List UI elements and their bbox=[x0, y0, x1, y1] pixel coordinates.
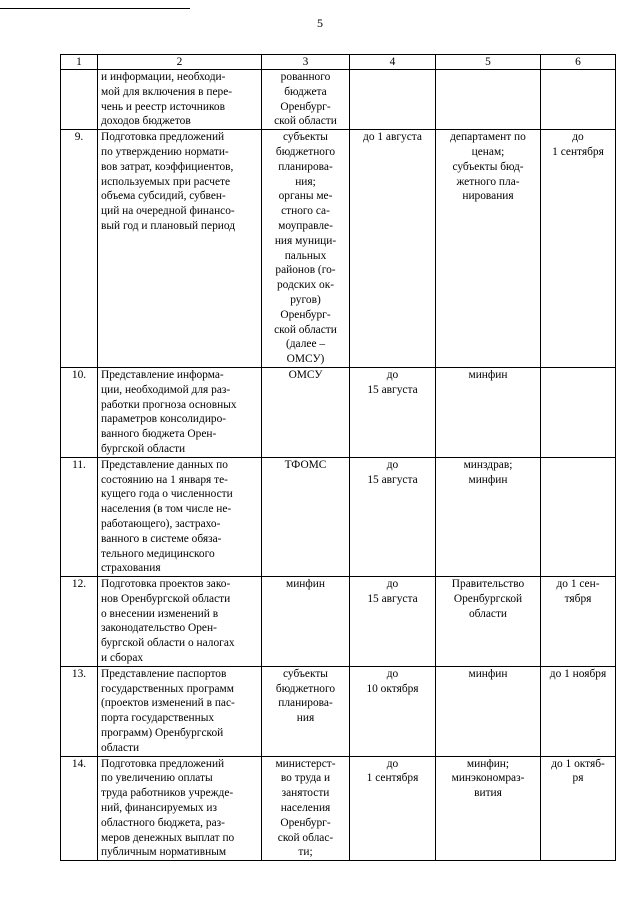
row-final-deadline: до 1 ноября bbox=[541, 666, 616, 756]
table-row bbox=[61, 367, 616, 457]
row-description: Подготовка предложений по увеличению оплаты труда работников учрежде- ний, финансируемых из областного бюджета, раз- меров денежных выплат по публичным нормативным bbox=[98, 756, 262, 861]
row-deadline: до 1 августа bbox=[350, 130, 436, 368]
column-header: 2 bbox=[98, 55, 262, 70]
table-row bbox=[61, 457, 616, 576]
row-recipient: Правительство Оренбургской области bbox=[436, 577, 541, 667]
row-recipient: минфин bbox=[436, 367, 541, 457]
row-number: 14. bbox=[61, 756, 98, 861]
row-recipient: департамент по ценам; субъекты бюд- жетного пла- нирования bbox=[436, 130, 541, 368]
row-deadline bbox=[350, 70, 436, 130]
table-row bbox=[61, 577, 616, 667]
table-row bbox=[61, 666, 616, 756]
row-recipient bbox=[436, 70, 541, 130]
row-description: Представление информа- ции, необходимой для раз- работки прогноза основных параметров консолидиро- ванного бюджета Орен- бургской области bbox=[98, 367, 262, 457]
row-responsible: субъекты бюджетного планирова- ния; органы ме- стного са- моуправле- ния муници- пальных районов (го- родских ок- ругов) Оренбург- ской области (далее – ОМСУ) bbox=[262, 130, 350, 368]
column-header: 4 bbox=[350, 55, 436, 70]
page-number: 5 bbox=[317, 16, 323, 30]
row-number: 13. bbox=[61, 666, 98, 756]
table-row bbox=[61, 130, 616, 368]
column-header: 6 bbox=[541, 55, 616, 70]
row-final-deadline bbox=[541, 70, 616, 130]
column-header: 1 bbox=[61, 55, 98, 70]
table-row bbox=[61, 70, 616, 130]
row-number: 11. bbox=[61, 457, 98, 576]
row-deadline: до 10 октября bbox=[350, 666, 436, 756]
row-number bbox=[61, 70, 98, 130]
row-recipient: минздрав; минфин bbox=[436, 457, 541, 576]
row-responsible: минфин bbox=[262, 577, 350, 667]
row-description: Подготовка предложений по утверждению нормати- вов затрат, коэффициентов, используемых при расчете объема субсидий, субвен- ций на очередной финансо- вый год и плановый период bbox=[98, 130, 262, 368]
row-responsible: рованного бюджета Оренбург- ской области bbox=[262, 70, 350, 130]
row-responsible: ТФОМС bbox=[262, 457, 350, 576]
row-description: и информации, необходи- мой для включения в пере- чень и реестр источников доходов бюджетов bbox=[98, 70, 262, 130]
row-responsible: ОМСУ bbox=[262, 367, 350, 457]
column-header: 5 bbox=[436, 55, 541, 70]
row-deadline: до 1 сентября bbox=[350, 756, 436, 861]
row-final-deadline: до 1 сентября bbox=[541, 130, 616, 368]
table-header-row bbox=[61, 55, 616, 70]
row-recipient: минфин; минэкономраз- вития bbox=[436, 756, 541, 861]
row-description: Представление паспортов государственных программ (проектов изменений в пас- порта государственных программ) Оренбургской области bbox=[98, 666, 262, 756]
row-deadline: до 15 августа bbox=[350, 457, 436, 576]
schedule-table bbox=[60, 54, 616, 861]
row-deadline: до 15 августа bbox=[350, 577, 436, 667]
row-number: 9. bbox=[61, 130, 98, 368]
row-number: 10. bbox=[61, 367, 98, 457]
column-header: 3 bbox=[262, 55, 350, 70]
row-final-deadline bbox=[541, 367, 616, 457]
row-description: Подготовка проектов зако- нов Оренбургской области о внесении изменений в законодательство Орен- бургской области о налогах и сборах bbox=[98, 577, 262, 667]
row-responsible: субъекты бюджетного планирова- ния bbox=[262, 666, 350, 756]
row-deadline: до 15 августа bbox=[350, 367, 436, 457]
row-responsible: министерст- во труда и занятости населения Оренбург- ской облас- ти; bbox=[262, 756, 350, 861]
row-final-deadline: до 1 сен- тября bbox=[541, 577, 616, 667]
row-final-deadline bbox=[541, 457, 616, 576]
row-recipient: минфин bbox=[436, 666, 541, 756]
table-row bbox=[61, 756, 616, 861]
row-description: Представление данных по состоянию на 1 января те- кущего года о численности населения (в том числе не- работающего), застрахо- ванного в системе обяза- тельного медицинского страхования bbox=[98, 457, 262, 576]
row-final-deadline: до 1 октяб- ря bbox=[541, 756, 616, 861]
row-number: 12. bbox=[61, 577, 98, 667]
top-rule bbox=[0, 8, 190, 9]
